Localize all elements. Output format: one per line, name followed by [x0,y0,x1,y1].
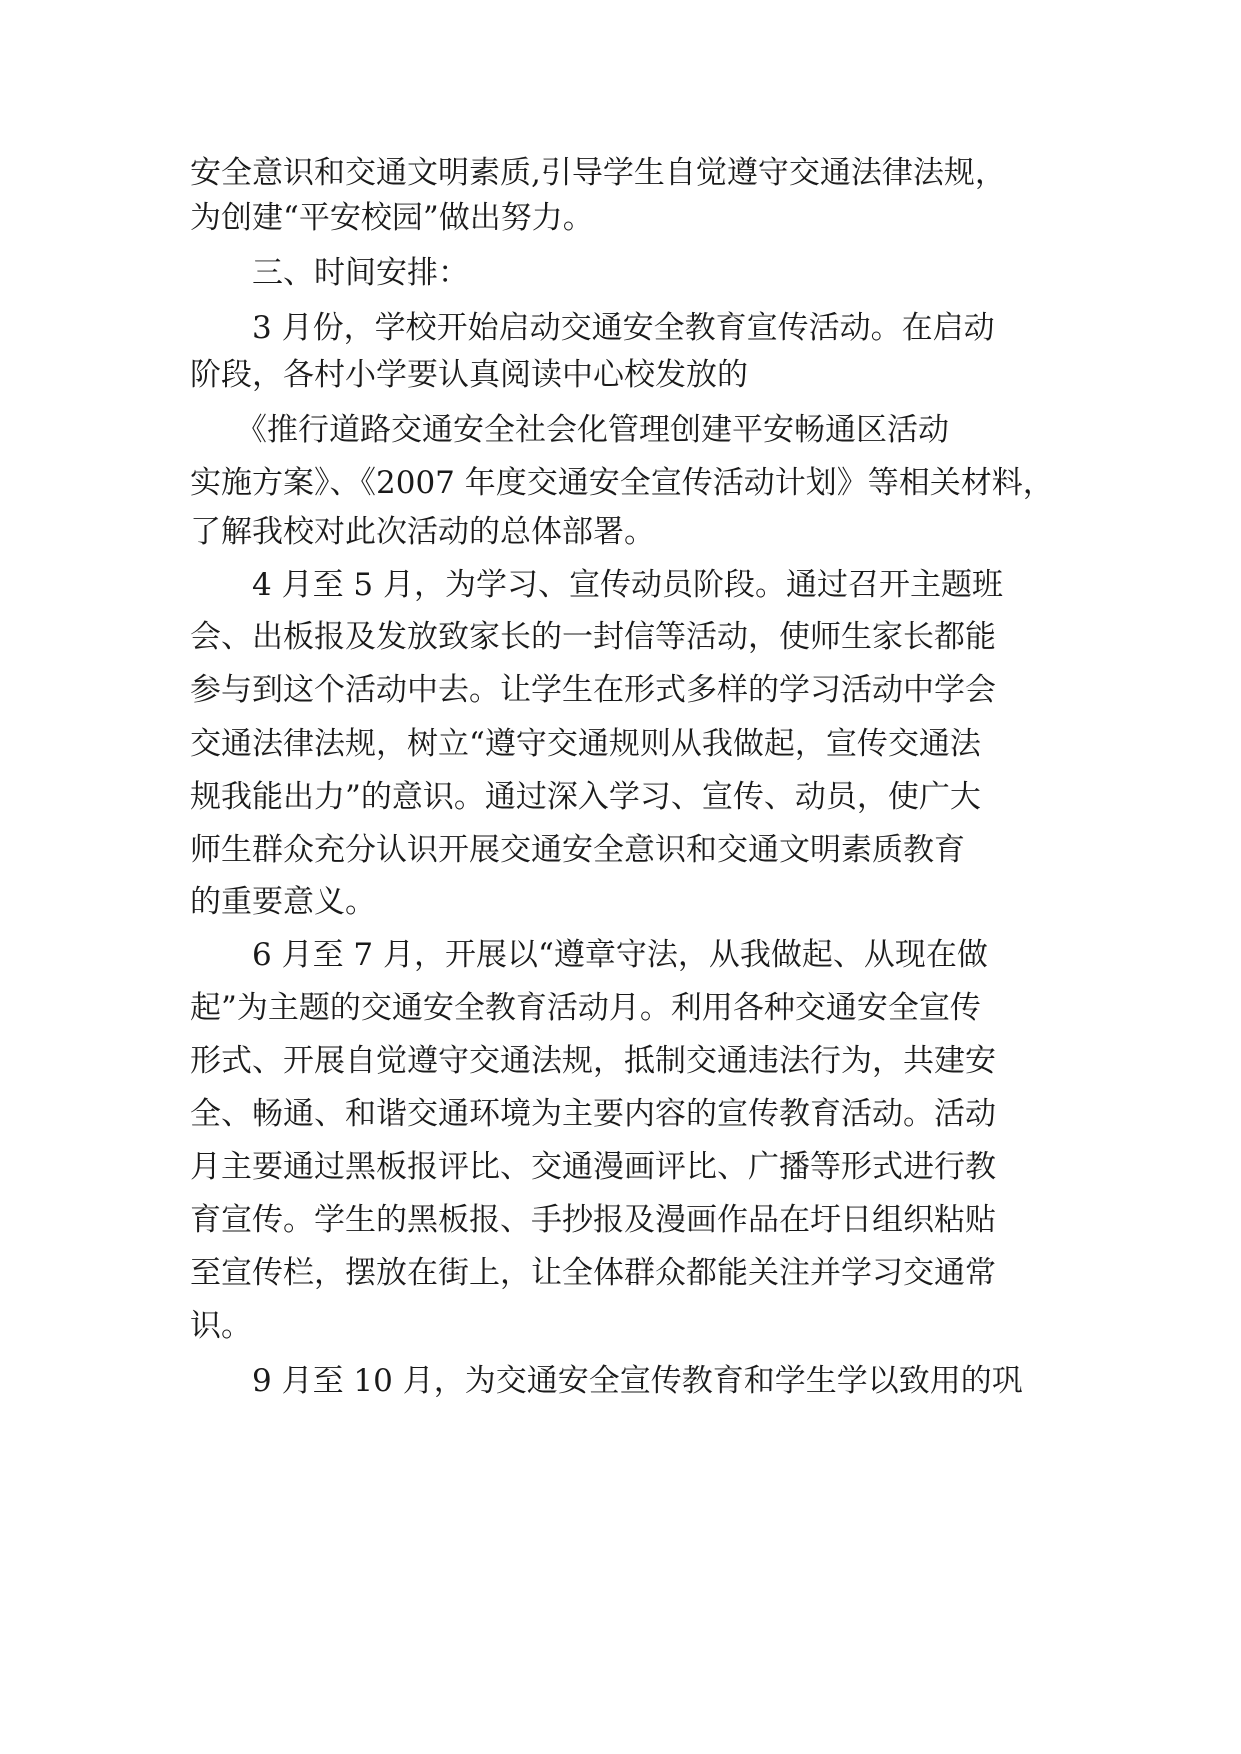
text-line: 识。 [190,1308,252,1344]
text-line: 4 月至 5 月，为学习、宣传动员阶段。通过召开主题班 [252,567,1004,603]
text-line: 规我能出力”的意识。通过深入学习、宣传、动员，使广大 [190,779,981,815]
text-line: 师生群众充分认识开展交通安全意识和交通文明素质教育 [190,832,965,868]
text-line: 3 月份，学校开始启动交通安全教育宣传活动。在启动 [252,310,995,346]
text-line: 为创建“平安校园”做出努力。 [190,200,594,236]
text-line: 形式、开展自觉遵守交通法规，抵制交通违法行为，共建安 [190,1043,996,1079]
text-line: 月主要通过黑板报评比、交通漫画评比、广播等形式进行教 [190,1149,996,1185]
text-line: 6 月至 7 月，开展以“遵章守法，从我做起、从现在做 [252,937,988,973]
text-line: 《推行道路交通安全社会化管理创建平安畅通区活动 [236,412,949,448]
text-line: 实施方案》、《2007 年度交通安全宣传活动计划》等相关材料， [190,465,1054,501]
text-line: 交通法律法规，树立“遵守交通规则从我做起，宣传交通法 [190,726,981,762]
text-line: 起”为主题的交通安全教育活动月。利用各种交通安全宣传 [190,990,981,1026]
text-line: 9 月至 10 月，为交通安全宣传教育和学生学以致用的巩 [252,1363,1023,1399]
text-line: 全、畅通、和谐交通环境为主要内容的宣传教育活动。活动 [190,1096,996,1132]
text-line: 安全意识和交通文明素质,引导学生自觉遵守交通法律法规， [190,155,1006,191]
text-line: 参与到这个活动中去。让学生在形式多样的学习活动中学会 [190,672,996,708]
section-heading: 三、时间安排： [252,255,469,291]
text-line: 会、出板报及发放致家长的一封信等活动，使师生家长都能 [190,619,996,655]
text-line: 阶段，各村小学要认真阅读中心校发放的 [190,357,748,393]
text-line: 育宣传。学生的黑板报、手抄报及漫画作品在圩日组织粘贴 [190,1202,996,1238]
text-line: 至宣传栏，摆放在街上，让全体群众都能关注并学习交通常 [190,1255,996,1291]
text-line: 了解我校对此次活动的总体部署。 [190,514,655,550]
text-line: 的重要意义。 [190,884,376,920]
